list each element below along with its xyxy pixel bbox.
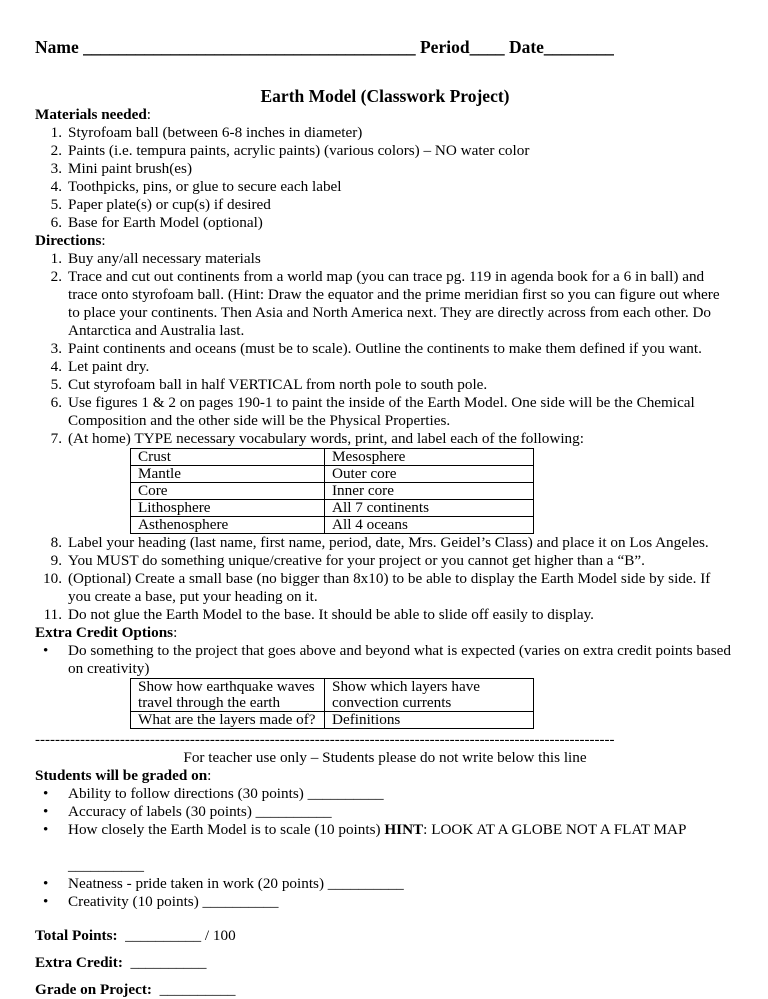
list-item: 5. Paper plate(s) or cup(s) if desired: [50, 196, 271, 213]
list-item: 5. Cut styrofoam ball in half VERTICAL from north pole to south pole.: [50, 376, 488, 393]
extra-credit-row: Extra Credit: __________: [35, 954, 207, 971]
table-cell: Mesosphere: [325, 449, 534, 466]
list-item: 1. Buy any/all necessary materials: [50, 250, 261, 267]
list-item: 2. Paints (i.e. tempura paints, acrylic paints) (various colors) – NO water color: [50, 142, 530, 159]
total-points-label: Total Points:: [35, 927, 118, 944]
total-points-row: [35, 927, 735, 945]
grade-row: [35, 981, 735, 999]
table-cell: travel through the earth: [131, 695, 325, 712]
list-item: • Neatness - pride taken in work (20 points) __________: [43, 875, 404, 892]
list-item: • How closely the Earth Model is to scale (10 points) HINT: LOOK AT A GLOBE NOT A FLAT MAP __________: [43, 821, 687, 874]
list-item: 4. Let paint dry.: [50, 358, 150, 375]
list-item: • Ability to follow directions (30 points) __________: [43, 785, 384, 802]
table-row: [131, 679, 534, 696]
extra-credit-section: Extra Credit Options: • Do something to the project that goes above and beyond what is expected (varies on extra credit points based on creativity) Show how earthquake waves Show which layers have travel through the earth convection currents What are the layers made of? Definitions: [35, 624, 735, 729]
table-cell: Inner core: [325, 483, 534, 500]
table-row: [131, 449, 534, 466]
table-cell: convection currents: [325, 695, 534, 712]
table-cell: What are the layers made of?: [131, 712, 325, 729]
materials-section: Materials needed: 1. Styrofoam ball (between 6-8 inches in diameter) 2. Paints (i.e. tempura paints, acrylic paints) (various colors) – NO water color 3. Mini paint brush(es) 4. Toothpicks, pins, or glue to secure each label 5. Paper plate(s) or cup(s) if desired 6. Base for Earth Model (optional): [35, 106, 735, 232]
table-row: [131, 712, 534, 729]
list-item: 3. Paint continents and oceans (must be to scale). Outline the continents to make them defined if you want.: [50, 340, 702, 357]
list-item: 7. (At home) TYPE necessary vocabulary words, print, and label each of the following:: [50, 430, 584, 447]
directions-section: Directions: 1. Buy any/all necessary materials 2. Trace and cut out continents from a world map (you can trace pg. 119 in agenda book for a 6 in ball) and trace onto styrofoam ball. (Hint: Draw the equator and the prime meridian first so you can figure out where to place your continents. Then Asia and North America next. They are directly across from each other. Do Antarctica and Australia last. 3. Paint continents and oceans (must be to scale). Outline the continents to make them defined if you want. 4. Let paint dry. 5. Cut styrofoam ball in half VERTICAL from north pole to south pole. 6. Use figures 1 & 2 on pages 190-1 to paint the inside of the Earth Model. One side will be the Chemical Composition and the other side will be the Physical Properties. 7. (At home) TYPE necessary vocabulary words, print, and label each of the following: Crust Mesosphere Mantle Outer core Core Inner core Lithosphere All 7 continents Asthenosphere All 4 oceans 8. Label your heading (last name, first name, period, date, Mrs. Geidel’s Class) and place it on Los Angeles. 9. You MUST do something unique/creative for your project or you cannot get higher than a “B”. 10. (Optional) Create a small base (no bigger than 8x10) to be able to display the Earth Model side by side. If you create a base, put your heading on it. 11. Do not glue the Earth Model to the base. It should be able to slide off easily to display.: [35, 232, 735, 624]
date-label: Date: [508, 37, 544, 57]
name-blank: ______________________________________: [83, 37, 416, 57]
table-row: [131, 466, 534, 483]
grade-label: Grade on Project:: [35, 981, 152, 998]
totals-section: [35, 927, 735, 999]
extra-credit-heading: Extra Credit Options: [35, 624, 174, 641]
page-title: Earth Model (Classwork Project): [260, 86, 510, 106]
period-label: Period: [419, 37, 470, 57]
table-row: [131, 500, 534, 517]
materials-heading: Materials needed: [35, 106, 147, 123]
list-item: 3. Mini paint brush(es): [50, 160, 193, 177]
list-item: • Do something to the project that goes above and beyond what is expected (varies on extra credit points based on creativity): [43, 642, 731, 677]
table-cell: All 4 oceans: [325, 517, 534, 534]
table-row: [131, 695, 534, 712]
table-cell: Core: [131, 483, 325, 500]
extra-credit-label: Extra Credit: [35, 954, 118, 971]
hint-text: : LOOK AT A GLOBE NOT A FLAT MAP: [423, 821, 687, 838]
list-item: • Creativity (10 points) __________: [43, 893, 279, 910]
hint-label: HINT: [384, 821, 424, 838]
table-cell: Lithosphere: [131, 500, 325, 517]
table-cell: Definitions: [325, 712, 534, 729]
list-item: 9. You MUST do something unique/creative for your project or you cannot get higher than a “B”.: [50, 552, 645, 569]
total-points-value: __________ / 100: [125, 927, 236, 944]
table-cell: Crust: [131, 449, 325, 466]
list-item: 2. Trace and cut out continents from a world map (you can trace pg. 119 in agenda book for a 6 in ball) and trace onto styrofoam ball. (Hint: Draw the equator and the prime meridian first so you can figure out where to place your continents. Then Asia and North America next. They are directly across from each other. Do Antarctica and Australia last.: [50, 268, 720, 339]
list-item: 11. Do not glue the Earth Model to the base. It should be able to slide off easily to display.: [43, 606, 594, 623]
student-heading: [35, 37, 735, 57]
grading-section: Students will be graded on: • Ability to follow directions (30 points) __________ • Accuracy of labels (30 points) __________ • How closely the Earth Model is to scale (10 points) HINT: LOOK AT A GLOBE NOT A FLAT MAP __________ • Neatness - pride taken in work (20 points) __________ • Creativity (10 points) __________: [35, 767, 735, 911]
table-cell: Asthenosphere: [131, 517, 325, 534]
list-item: 1. Styrofoam ball (between 6-8 inches in diameter): [50, 124, 363, 141]
name-label: Name: [35, 37, 79, 57]
teacher-note: For teacher use only – Students please do not write below this line: [183, 749, 587, 766]
table-row: [131, 517, 534, 534]
extra-credit-table: [130, 678, 534, 729]
period-blank: ____: [469, 37, 505, 57]
directions-heading: Directions: [35, 232, 102, 249]
list-item: 4. Toothpicks, pins, or glue to secure each label: [50, 178, 342, 195]
date-blank: ________: [543, 37, 614, 57]
table-cell: Show how earthquake waves: [131, 679, 325, 696]
table-cell: All 7 continents: [325, 500, 534, 517]
worksheet: [35, 37, 735, 999]
extra-credit-value: __________: [130, 954, 207, 971]
hint-blank: __________: [68, 857, 144, 874]
table-row: [131, 483, 534, 500]
list-item: 6. Use figures 1 & 2 on pages 190-1 to paint the inside of the Earth Model. One side will be the Chemical Composition and the other side will be the Physical Properties.: [50, 394, 695, 429]
vocabulary-table: [130, 448, 534, 534]
table-cell: Show which layers have: [325, 679, 534, 696]
list-item: • Accuracy of labels (30 points) __________: [43, 803, 332, 820]
grading-heading: Students will be graded on: [35, 767, 208, 784]
list-item: 10. (Optional) Create a small base (no bigger than 8x10) to be able to display the Earth Model side by side. If you create a base, put your heading on it.: [43, 570, 711, 605]
list-item: 8. Label your heading (last name, first name, period, date, Mrs. Geidel’s Class) and place it on Los Angeles.: [50, 534, 709, 551]
list-item: 6. Base for Earth Model (optional): [50, 214, 263, 231]
grade-value: __________: [159, 981, 236, 998]
table-cell: Outer core: [325, 466, 534, 483]
table-cell: Mantle: [131, 466, 325, 483]
divider: --------------------------------------------------------------------------------------------------------------------: [35, 732, 615, 748]
